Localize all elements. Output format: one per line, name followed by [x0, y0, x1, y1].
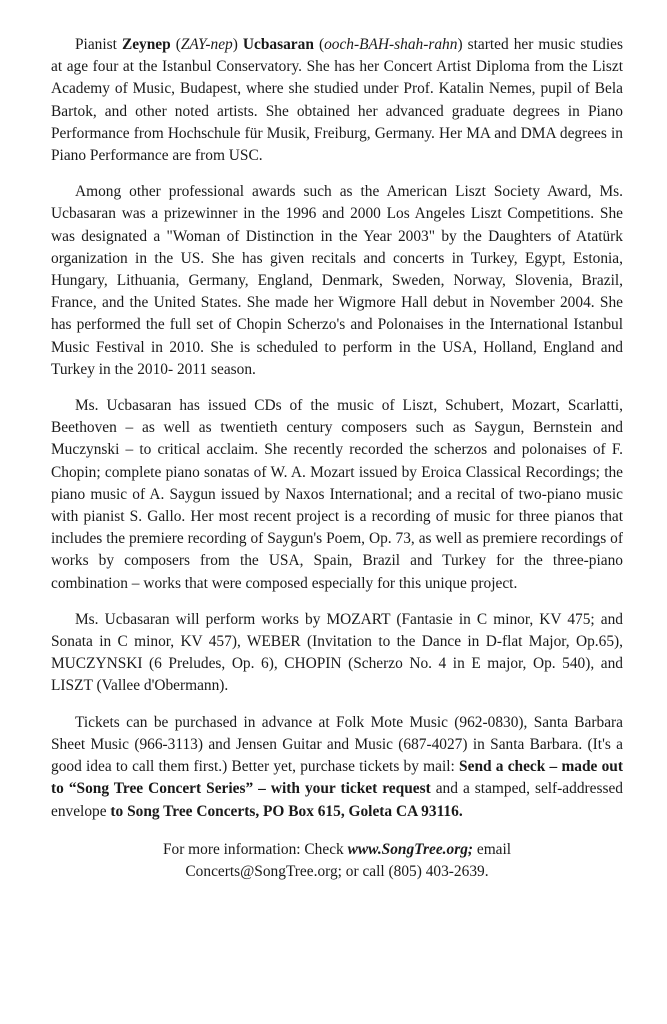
mailing-address: to Song Tree Concerts, PO Box 615, Goleta CA 93116. — [110, 802, 463, 820]
text-run: ( — [313, 36, 325, 53]
bio-paragraph-education — [51, 34, 623, 167]
check-instructions: Send a check – made out to “Song Tree Concert Series” – with your ticket request — [51, 758, 623, 798]
footer-line-2: Concerts@SongTree.org; or call (805) 403-2639. — [185, 862, 489, 880]
first-name-pronunciation: ZAY-nep — [180, 36, 233, 53]
text-run: Tickets can be purchased in advance at Folk Mote Music (962-0830), Santa Barbara Sheet Music (966-3113) and Jensen Guitar and Music (687-4027) in Santa Barbara. (It's a good idea to call them first.) Better yet, purchase tickets by mail: — [51, 713, 623, 776]
website-link[interactable]: www.SongTree.org; — [347, 840, 474, 858]
last-name: Ucbasaran — [242, 36, 314, 53]
text-run: ) — [232, 36, 243, 53]
bio-paragraph-recordings: Ms. Ucbasaran has issued CDs of the music of Liszt, Schubert, Mozart, Scarlatti, Beethoven – as well as twentieth century composers such as Saygun, Bernstein and Muczynski – to critical acclaim. She recently recorded the scherzos and polonaises of F. Chopin; complete piano sonatas of W. A. Mozart issued by Eroica Classical Recordings; the piano music of A. Saygun issued by Naxos International; and a recital of two-piano music with pianist S. Gallo. Her most recent project is a recording of music for three pianos that includes the premiere recording of Saygun's Poem, Op. 73, as well as premiere recordings of works by composers from the USA, Spain, Brazil and Turkey for the three-piano combination – works that were composed especially for this unique project. — [51, 397, 623, 592]
contact-footer — [51, 839, 623, 883]
footer-line-1 — [51, 839, 623, 861]
text-run: ) started her music studies at age four at the Istanbul Conservatory. She has her Concert Artist Diploma from the Liszt Academy of Music, Budapest, where she studied under Prof. Katalin Nemes, pupil of Bela Bartok, and other noted artists. She obtained her advanced graduate degrees in Piano Performance from Hochschule für Musik, Freiburg, Germany. Her MA and DMA degrees in Piano Performance are from USC. — [51, 36, 623, 165]
text-run: email — [473, 840, 512, 858]
bio-paragraph-awards: Among other professional awards such as the American Liszt Society Award, Ms. Ucbasaran was a prizewinner in the 1996 and 2000 Los Angeles Liszt Competitions. She was designated a "Woman of Distinction in the Year 2003" by the Daughters of Atatürk organization in the US. She has given recitals and concerts in Turkey, Egypt, Estonia, Hungary, Lithuania, Germany, England, Denmark, Sweden, Norway, Slovenia, Brazil, France, and the United States. She made her Wigmore Hall debut in November 2004. She has performed the full set of Chopin Scherzo's and Polonaises in the International Istanbul Music Festival in 2010. She is scheduled to perform in the USA, Holland, England and Turkey in the 2010- 2011 season. — [51, 183, 623, 378]
last-name-pronunciation: ooch-BAH-shah-rahn — [324, 36, 458, 53]
first-name: Zeynep — [121, 36, 171, 53]
text-run: ( — [170, 36, 181, 53]
program-paragraph: Ms. Ucbasaran will perform works by MOZART (Fantasie in C minor, KV 475; and Sonata in C minor, KV 457), WEBER (Invitation to the Dance in D-flat Major, Op.65), MUCZYNSKI (6 Preludes, Op. 6), CHOPIN (Scherzo No. 4 in E major, Op. 540), and LISZT (Vallee d'Obermann). — [51, 610, 623, 695]
tickets-paragraph — [51, 712, 623, 823]
text-run: and a stamped, self-addressed envelope — [51, 780, 623, 820]
text-run: Pianist — [75, 36, 122, 53]
text-run: For more information: Check — [162, 840, 348, 858]
